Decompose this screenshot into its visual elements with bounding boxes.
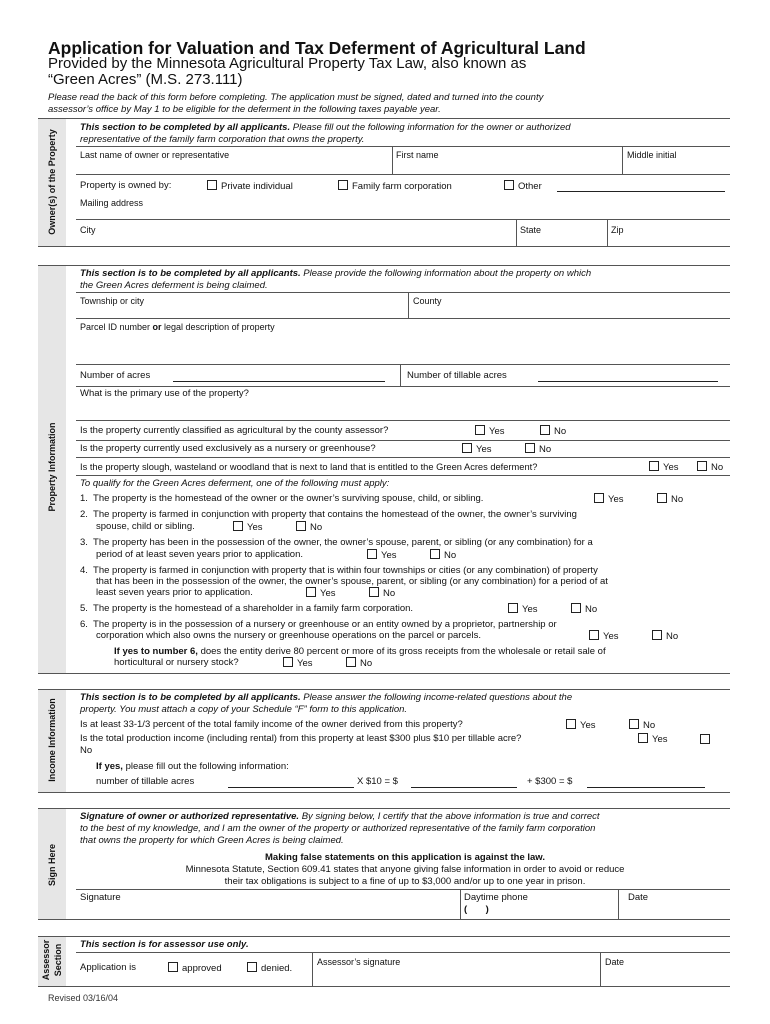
c4-yes-checkbox[interactable] [306, 587, 316, 597]
assessor-side-label-2: Section [53, 943, 63, 977]
instructions-line1: Please read the back of this form before completing. The application must be signed, dated and turned into the county [48, 92, 544, 103]
income-q2-yes[interactable]: Yes [636, 733, 668, 746]
c6q-yes[interactable]: Yes [281, 657, 313, 670]
property-intro: This section is to be completed by all applicants. Please provide the following information about the property on which [80, 268, 592, 279]
q-nursery: Is the property currently used exclusively as a nursery or greenhouse? [80, 443, 376, 454]
c1-yes-checkbox[interactable] [594, 493, 604, 503]
income-q1-yes-checkbox[interactable] [566, 719, 576, 729]
property-rule-5 [76, 420, 730, 421]
assessor-date-label: Date [605, 957, 625, 967]
income-q2-no-label: No [80, 745, 93, 756]
c5-yes[interactable]: Yes [506, 603, 538, 616]
property-top-rule [38, 265, 730, 266]
warning-title: Making false statements on this application is against the law. [265, 852, 545, 863]
assessor-top-rule [38, 936, 730, 937]
other-label: Other [518, 181, 542, 192]
middle-initial-label: Middle initial [627, 150, 677, 160]
tillable-calc-label: number of tillable acres [96, 776, 195, 787]
nursery-yes-checkbox[interactable] [462, 443, 472, 453]
q-slough-no[interactable]: No [695, 461, 723, 474]
c3-no-checkbox[interactable] [430, 549, 440, 559]
c3-no[interactable]: No [428, 549, 456, 562]
owned-by-row [80, 180, 171, 192]
owner-bottom-rule [38, 246, 730, 247]
plus300-label: + $300 = $ [527, 776, 573, 787]
property-rule-8 [76, 475, 730, 476]
tillable-acres-label: Number of tillable acres [407, 370, 507, 381]
property-side-label: Property Information [47, 422, 57, 512]
c2-yes[interactable]: Yes [231, 521, 263, 534]
state-label: State [520, 225, 542, 235]
c5-yes-checkbox[interactable] [508, 603, 518, 613]
sign-divider-2 [618, 889, 619, 919]
private-individual-option[interactable] [205, 180, 293, 193]
income-side-label: Income Information [47, 698, 57, 782]
nursery-no-checkbox[interactable] [525, 443, 535, 453]
form-subtitle-line1: Provided by the Minnesota Agricultural Property Tax Law, also known as [48, 55, 527, 72]
denied-option[interactable]: denied. [245, 962, 292, 975]
family-farm-option[interactable] [336, 180, 452, 193]
owner-rule-2 [76, 174, 730, 175]
slough-yes-checkbox[interactable] [649, 461, 659, 471]
criterion-4c: least seven years prior to application. [96, 587, 253, 598]
other-input-line[interactable] [557, 191, 725, 192]
application-is-label: Application is [80, 962, 136, 973]
township-label: Township or city [80, 296, 145, 306]
c4-no[interactable]: No [367, 587, 395, 600]
first-name-label: First name [396, 150, 439, 160]
parcel-label: Parcel ID number or legal description of property [80, 322, 275, 332]
income-q1-no[interactable]: No [627, 719, 655, 732]
criterion-2b: spouse, child or sibling. [96, 521, 195, 532]
mailing-address-label: Mailing address [80, 198, 144, 208]
owner-intro: This section to be completed by all applicants. Please fill out the following information for the owner or authorized [80, 122, 571, 133]
primary-use-label: What is the primary use of the property? [80, 388, 249, 399]
owner-divider-4 [607, 219, 608, 246]
owner-intro-line2: representative of the family farm corporation that owns the property. [80, 134, 365, 145]
c1-no[interactable]: No [655, 493, 683, 506]
acres-label: Number of acres [80, 370, 151, 381]
c6-no-checkbox[interactable] [652, 630, 662, 640]
c6q-yes-checkbox[interactable] [283, 657, 293, 667]
sign-intro-line3: that owns the property for which Green Acres is being claimed. [80, 835, 344, 846]
classified-yes-checkbox[interactable] [475, 425, 485, 435]
assessor-divider-2 [600, 952, 601, 986]
qualify-intro: To qualify for the Green Acres deferment, one of the following must apply: [80, 478, 390, 489]
plus300-input-line[interactable] [587, 787, 705, 788]
private-individual-label: Private individual [221, 181, 293, 192]
sign-side-label: Sign Here [47, 843, 57, 887]
c6-followup: If yes to number 6, does the entity derive 80 percent or more of its gross receipts from the wholesale or retail sale of [114, 646, 606, 657]
x10-label: X $10 = $ [357, 776, 398, 787]
sign-intro: Signature of owner or authorized representative. By signing below, I certify that the above information is true and correct [80, 811, 600, 822]
c6-yes-checkbox[interactable] [589, 630, 599, 640]
property-divider-1 [408, 292, 409, 318]
income-top-rule [38, 689, 730, 690]
c4-yes[interactable]: Yes [304, 587, 336, 600]
private-individual-checkbox[interactable] [207, 180, 217, 190]
signature-label: Signature [80, 892, 121, 903]
family-farm-corp-label: Family farm corporation [352, 181, 452, 192]
assessor-divider-1 [312, 952, 313, 986]
c6q-no-checkbox[interactable] [346, 657, 356, 667]
tillable-acres-input-line[interactable] [538, 381, 718, 382]
zip-label: Zip [611, 225, 624, 235]
sign-bottom-rule [38, 919, 730, 920]
c3-yes[interactable]: Yes [365, 549, 397, 562]
owner-rule-1 [76, 146, 730, 147]
sign-top-rule [38, 808, 730, 809]
criterion-1: 1. The property is the homestead of the owner or the owner’s surviving spouse, child, or sibling. [80, 493, 484, 504]
approved-checkbox[interactable] [168, 962, 178, 972]
income-q1-no-checkbox[interactable] [629, 719, 639, 729]
sign-date-label: Date [628, 892, 649, 903]
x10-input-line[interactable] [411, 787, 517, 788]
owned-by-label: Property is owned by: [80, 180, 172, 191]
property-intro-line2: the Green Acres deferment is being claimed. [80, 280, 268, 291]
criterion-4b: that has been in the possession of the owner, the owner’s spouse, parent, or sibling (or any combination) for a period of at [96, 576, 608, 587]
income-q1: Is at least 33-1/3 percent of the total family income of the owner derived from this property? [80, 719, 463, 730]
assessor-signature-label: Assessor’s signature [317, 957, 401, 967]
property-rule-7 [76, 457, 730, 458]
criterion-3a: 3. The property has been in the possession of the owner, the owner’s spouse, parent, or sibling (or any combination) for a [80, 537, 593, 548]
c3-yes-checkbox[interactable] [367, 549, 377, 559]
acres-input-line[interactable] [173, 381, 385, 382]
approved-option[interactable]: approved [166, 962, 222, 975]
c1-no-checkbox[interactable] [657, 493, 667, 503]
q-classified-yes[interactable]: Yes [473, 425, 505, 438]
property-rule-2 [76, 318, 730, 319]
income-intro-line2: property. You must attach a copy of your Schedule “F” form to this application. [80, 704, 408, 715]
q-slough-yes[interactable]: Yes [647, 461, 679, 474]
classified-no-checkbox[interactable] [540, 425, 550, 435]
c5-no[interactable]: No [569, 603, 597, 616]
if-yes-line: If yes, please fill out the following information: [96, 761, 289, 772]
c6-no[interactable]: No [650, 630, 678, 643]
sign-intro-line2: to the best of my knowledge, and I am the owner of the property or authorized representative of the family farm corporation [80, 823, 596, 834]
assessor-rule-1 [76, 952, 730, 953]
criterion-3b: period of at least seven years prior to application. [96, 549, 304, 560]
q-nursery-yes[interactable]: Yes [460, 443, 492, 456]
c6-followup-line2: horticultural or nursery stock? [114, 657, 239, 668]
other-option[interactable] [502, 180, 542, 193]
c5-no-checkbox[interactable] [571, 603, 581, 613]
criterion-5: 5. The property is the homestead of a shareholder in a family farm corporation. [80, 603, 414, 614]
owner-side-label: Owner(s) of the Property [47, 129, 57, 235]
property-rule-4 [76, 386, 730, 387]
property-rule-3 [76, 364, 730, 365]
income-q1-yes[interactable]: Yes [564, 719, 596, 732]
income-q2: Is the total production income (including rental) from this property at least $300 plus $10 per tillable acre? [80, 733, 522, 744]
denied-checkbox[interactable] [247, 962, 257, 972]
c2-yes-checkbox[interactable] [233, 521, 243, 531]
revised-date: Revised 03/16/04 [48, 993, 119, 1003]
criterion-2a: 2. The property is farmed in conjunction with property that contains the homestead of the owner, the owner’s surviving [80, 509, 577, 520]
owner-divider-3 [516, 219, 517, 246]
owner-rule-3 [76, 219, 730, 220]
county-label: County [413, 296, 442, 306]
criterion-4a: 4. The property is farmed in conjunction with property that is within four townships or cities (or any combination) of property [80, 565, 598, 576]
city-label: City [80, 225, 96, 235]
owner-divider-1 [392, 146, 393, 174]
criterion-6b: corporation which also owns the nursery or greenhouse operations on the parcel or parcels. [96, 630, 481, 641]
phone-parens[interactable]: ( ) [464, 904, 489, 915]
property-rule-6 [76, 440, 730, 441]
daytime-phone-label: Daytime phone [464, 892, 528, 903]
assessor-bottom-rule [38, 986, 730, 987]
assessor-side-label-1: Assessor [41, 939, 51, 981]
form-subtitle-line2: “Green Acres” (M.S. 273.111) [48, 71, 243, 88]
family-farm-corp-checkbox[interactable] [338, 180, 348, 190]
income-q2-yes-checkbox[interactable] [638, 733, 648, 743]
q-classified: Is the property currently classified as agricultural by the county assessor? [80, 425, 389, 436]
q-nursery-no[interactable]: No [523, 443, 551, 456]
form-title: Application for Valuation and Tax Deferment of Agricultural Land [48, 38, 586, 58]
owner-top-rule [38, 118, 730, 119]
tillable-calc-input-line[interactable] [228, 787, 354, 788]
other-checkbox[interactable] [504, 180, 514, 190]
sign-rule-1 [76, 889, 730, 890]
criterion-6a: 6. The property is in the possession of a nursery or greenhouse or an entity owned by a proprietor, partnership or [80, 619, 557, 630]
property-divider-2 [400, 364, 401, 386]
slough-no-checkbox[interactable] [697, 461, 707, 471]
last-name-label: Last name of owner or representative [80, 150, 230, 160]
c2-no-checkbox[interactable] [296, 521, 306, 531]
warning-line1: Minnesota Statute, Section 609.41 states that anyone giving false information in order to avoid or reduce [185, 864, 625, 875]
assessor-intro: This section is for assessor use only. [80, 939, 249, 950]
c1-yes[interactable]: Yes [592, 493, 624, 506]
q-classified-no[interactable]: No [538, 425, 566, 438]
property-bottom-rule [38, 673, 730, 674]
income-intro: This section is to be completed by all applicants. Please answer the following income-related questions about the [80, 692, 573, 703]
warning-line2: their tax obligations is subject to a fine of up to $3,000 and/or up to one year in prison. [224, 876, 586, 887]
income-bottom-rule [38, 792, 730, 793]
property-rule-1 [76, 292, 730, 293]
c6q-no[interactable]: No [344, 657, 372, 670]
c6-yes[interactable]: Yes [587, 630, 619, 643]
sign-divider-1 [460, 889, 461, 919]
income-q2-no-checkbox[interactable] [700, 734, 710, 744]
owner-divider-2 [622, 146, 623, 174]
c4-no-checkbox[interactable] [369, 587, 379, 597]
instructions-line2: assessor’s office by May 1 to be eligible for the deferment in the following taxes payable year. [48, 104, 441, 115]
q-slough: Is the property slough, wasteland or woodland that is next to land that is entitled to the Green Acres deferment? [80, 462, 538, 472]
c2-no[interactable]: No [294, 521, 322, 534]
